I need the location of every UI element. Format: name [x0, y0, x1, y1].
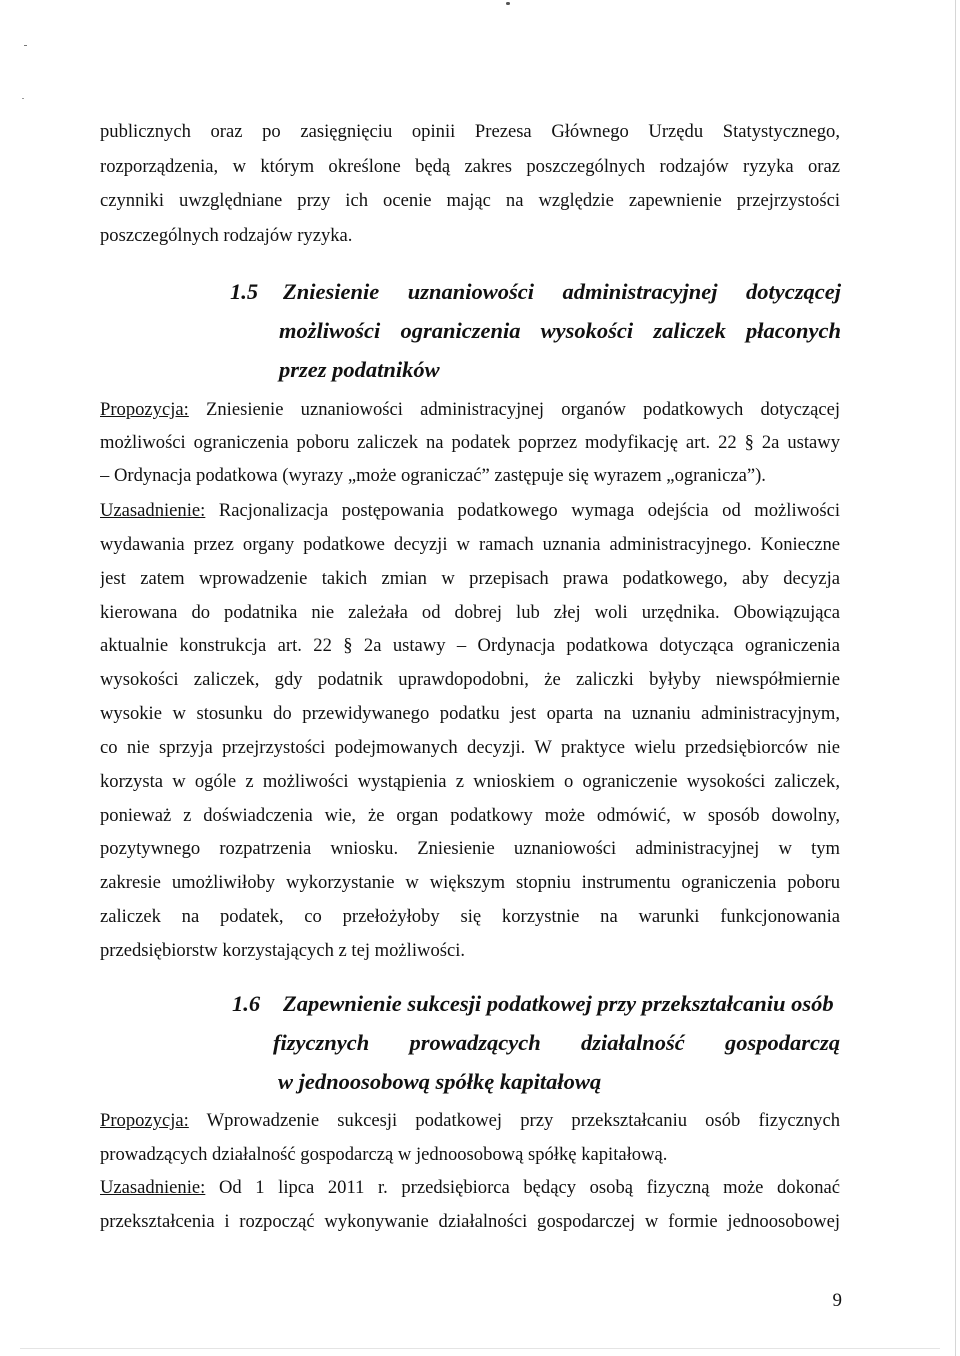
scan-speck [22, 98, 24, 99]
justification-line: ponieważ z doświadczenia wie, że organ podatkowy może odmówić, w sposób dowolny, [100, 805, 840, 826]
proposal-line: prowadzących działalność gospodarczą w jednoosobową spółkę kapitałową. [100, 1144, 668, 1165]
justification-label: Uzasadnienie: [100, 1177, 206, 1198]
proposal-line [100, 1110, 840, 1132]
proposal-label: Propozycja: [100, 1110, 189, 1131]
scan-mark [506, 2, 510, 5]
section-heading-line: możliwości ograniczenia wysokości zaliczek płaconych [279, 318, 841, 343]
justification-line: wysokie w stosunku do przewidywanego podatku jest oparta na uznaniu administracyjnym, [100, 703, 840, 724]
section-number: 1.6 [232, 991, 261, 1016]
justification-text: Od 1 lipca 2011 r. przedsiębiorca będący osobą fizyczną może dokonać [218, 1177, 840, 1198]
body-line: czynniki uwzględniane przy ich ocenie mając na względzie zapewnienie przejrzystości [100, 190, 840, 211]
proposal-label: Propozycja: [100, 399, 189, 420]
proposal-text: Zniesienie uznaniowości administracyjnej organów podatkowych dotyczącej [206, 399, 840, 420]
proposal-line: – Ordynacja podatkowa (wyrazy „może ograniczać” zastępuje się wyrazem „ogranicza”). [100, 465, 766, 486]
section-heading-line: fizycznych prowadzących działalność gospodarczą [273, 1030, 840, 1055]
scan-edge [955, 0, 956, 1356]
section-number: 1.5 [230, 279, 259, 304]
section-heading-line: w jednoosobową spółkę kapitałową [278, 1069, 602, 1094]
justification-line: wysokości zaliczek, gdy podatnik uprawdopodobni, że zaliczki byłyby niewspółmiernie [100, 669, 840, 690]
justification-line: przekształcenia i rozpocząć wykonywanie działalności gospodarczej w formie jednoosobowej [100, 1211, 840, 1232]
section-heading-line: Zniesienie uznaniowości administracyjnej dotyczącej [283, 279, 841, 304]
justification-line [100, 1177, 840, 1199]
justification-text: Racjonalizacja postępowania podatkowego wymaga odejścia od możliwości [218, 500, 840, 521]
justification-line [100, 500, 840, 522]
justification-line: zaliczek na podatek, co przełożyłoby się korzystnie na warunki funkcjonowania [100, 906, 840, 927]
section-heading-line: przez podatników [279, 357, 440, 382]
justification-line: pozytywnego rozpatrzenia wniosku. Zniesienie uznaniowości administracyjnej w tym [100, 838, 840, 859]
proposal-text: Wprowadzenie sukcesji podatkowej przy przekształcaniu osób fizycznych [206, 1110, 840, 1131]
scan-speck [24, 45, 27, 46]
justification-line: kierowana do podatnika nie zależała od dobrej lub złej woli urzędnika. Obowiązująca [100, 602, 840, 623]
justification-line: co nie sprzyja przejrzystości podejmowanych decyzji. W praktyce wielu przedsiębiorców nie [100, 737, 840, 758]
body-line: rozporządzenia, w którym określone będą zakres poszczególnych rodzajów ryzyka oraz [100, 156, 840, 177]
justification-line: jest zatem wprowadzenie takich zmian w przepisach prawa podatkowego, aby decyzja [100, 568, 840, 589]
body-line: poszczególnych rodzajów ryzyka. [100, 225, 353, 246]
footer-rule [20, 1348, 940, 1349]
justification-line: aktualnie konstrukcja art. 22 § 2a ustawy – Ordynacja podatkowa dotycząca ograniczenia [100, 635, 840, 656]
justification-line: przedsiębiorstw korzystających z tej możliwości. [100, 940, 466, 961]
body-line: publicznych oraz po zasięgnięciu opinii Prezesa Głównego Urzędu Statystycznego, [100, 121, 840, 142]
justification-line: korzysta w ogóle z możliwości wystąpienia z wnioskiem o ograniczenie wysokości zaliczek, [100, 771, 840, 792]
section-heading-line: Zapewnienie sukcesji podatkowej przy przekształcaniu osób [283, 991, 834, 1016]
justification-line: zakresie umożliwiłoby wykorzystanie w większym stopniu instrumentu ograniczenia poboru [100, 872, 840, 893]
justification-label: Uzasadnienie: [100, 500, 206, 521]
justification-line: wydawania przez organy podatkowe decyzji w ramach uznania administracyjnego. Konieczne [100, 534, 840, 555]
page-number: 9 [832, 1290, 842, 1311]
proposal-line [100, 399, 840, 421]
proposal-line: możliwości ograniczenia poboru zaliczek na podatek poprzez modyfikację art. 22 § 2a ustawy [100, 432, 840, 453]
